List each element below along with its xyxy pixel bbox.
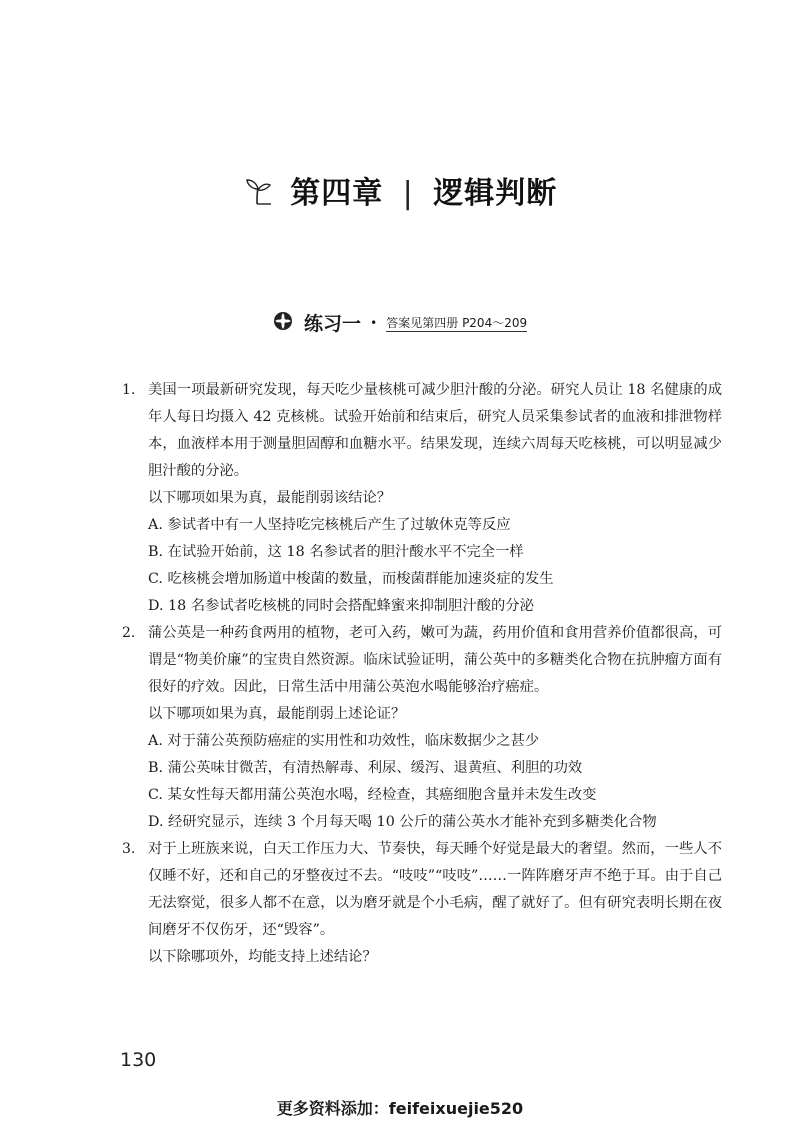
- option-d: D. 18 名参试者吃核桃的同时会搭配蜂蜜来抑制胆汁酸的分泌: [148, 598, 534, 614]
- question-stem: 美国一项最新研究发现，每天吃少量核桃可减少胆汁酸的分泌。研究人员让 18 名健康的成年人每日均摄入 42 克核桃。试验开始前和结束后，研究人员采集参试者的血液和排泄物样本，血液样本用于测量胆固醇和血糖水平。结果发现，连续六周每天吃核桃，可以明显减少胆汁酸的分泌。: [148, 382, 722, 479]
- answer-reference: 答案见第四册 P204～209: [386, 316, 528, 330]
- exercise-label: 练习一: [303, 313, 361, 335]
- option-c: C. 某女性每天都用蒲公英泡水喝，经检查，其癌细胞含量并未发生改变: [148, 787, 597, 803]
- exercise-heading: [0, 309, 800, 336]
- option-c: C. 吃核桃会增加肠道中梭菌的数量，而梭菌群能加速炎症的发生: [148, 571, 554, 587]
- question-prompt: 以下除哪项外，均能支持上述结论？: [148, 949, 377, 965]
- option-d: D. 经研究显示，连续 3 个月每天喝 10 公斤的蒲公英水才能补充到多糖类化合物: [148, 814, 657, 830]
- sprout-icon: [243, 176, 273, 214]
- question-prompt: 以下哪项如果为真，最能削弱该结论？: [148, 490, 392, 506]
- exercise-dot: •: [370, 315, 378, 330]
- option-a: A. 对于蒲公英预防癌症的实用性和功效性，临床数据少之甚少: [148, 733, 540, 749]
- flower-icon: [273, 311, 293, 335]
- footer-note: 更多资料添加：feifeixuejie520: [276, 1099, 524, 1118]
- chapter-number: 第四章: [290, 176, 384, 211]
- question-2: [122, 620, 722, 836]
- question-stem: 对于上班族来说，白天工作压力大、节奏快，每天睡个好觉是最大的奢望。然而，一些人不仅睡不好，还和自己的牙整夜过不去。“吱吱”“吱吱”……一阵阵磨牙声不绝于耳。由于自己无法察觉，很多人都不在意，以为磨牙就是个小毛病，醒了就好了。但有研究表明长期在夜间磨牙不仅伤牙，还“毁容”。: [148, 841, 722, 938]
- page-number: 130: [120, 1049, 157, 1071]
- question-list: [122, 377, 722, 971]
- question-number: 2.: [122, 625, 136, 641]
- chapter-title: [0, 168, 800, 214]
- question-3: [122, 836, 722, 971]
- chapter-topic: 逻辑判断: [433, 176, 558, 211]
- question-stem: 蒲公英是一种药食两用的植物，老可入药，嫩可为蔬，药用价值和食用营养价值都很高，可谓是“物美价廉”的宝贵自然资源。临床试验证明，蒲公英中的多糖类化合物在抗肿瘤方面有很好的疗效。因此，日常生活中用蒲公英泡水喝能够治疗癌症。: [148, 625, 722, 695]
- option-b: B. 蒲公英味甘微苦，有清热解毒、利尿、缓泻、退黄疸、利胆的功效: [148, 760, 583, 776]
- question-number: 3.: [122, 841, 136, 857]
- question-number: 1.: [122, 382, 136, 398]
- chapter-separator: |: [402, 176, 414, 211]
- option-a: A. 参试者中有一人坚持吃完核桃后产生了过敏休克等反应: [148, 517, 511, 533]
- question-1: [122, 377, 722, 620]
- question-prompt: 以下哪项如果为真，最能削弱上述论证？: [148, 706, 406, 722]
- option-b: B. 在试验开始前，这 18 名参试者的胆汁酸水平不完全一样: [148, 544, 524, 560]
